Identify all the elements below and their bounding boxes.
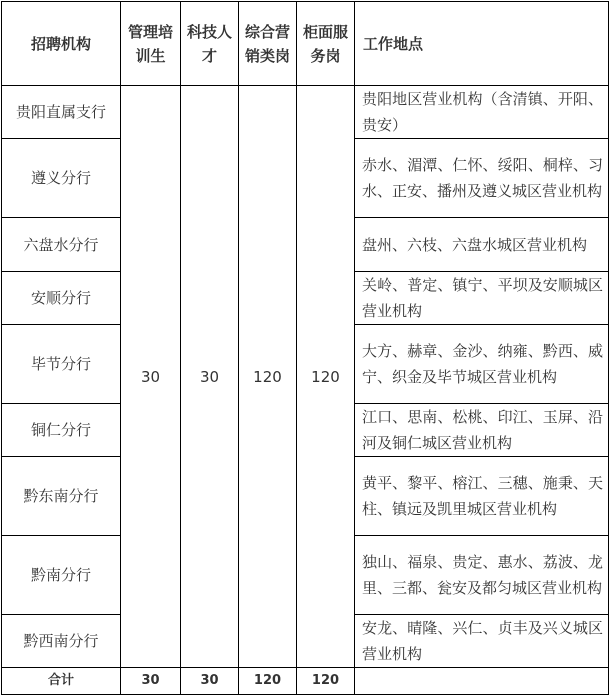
quota-mgmt: 30 xyxy=(121,86,181,668)
quota-counter: 120 xyxy=(297,86,355,668)
org-name: 遵义分行 xyxy=(2,139,121,218)
header-sales: 综合营销类岗 xyxy=(239,2,297,86)
total-location xyxy=(355,668,609,695)
work-location: 独山、福泉、贵定、惠水、荔波、龙里、三都、瓮安及都匀城区营业机构 xyxy=(355,536,609,615)
org-name: 毕节分行 xyxy=(2,325,121,404)
org-name: 黔西南分行 xyxy=(2,615,121,668)
header-row xyxy=(2,2,609,86)
total-sales: 120 xyxy=(239,668,297,695)
work-location: 赤水、湄潭、仁怀、绥阳、桐梓、习水、正安、播州及遵义城区营业机构 xyxy=(355,139,609,218)
work-location: 江口、思南、松桃、印江、玉屏、沿河及铜仁城区营业机构 xyxy=(355,404,609,457)
org-name: 黔南分行 xyxy=(2,536,121,615)
total-mgmt: 30 xyxy=(121,668,181,695)
work-location: 大方、赫章、金沙、纳雍、黔西、威宁、织金及毕节城区营业机构 xyxy=(355,325,609,404)
total-label: 合计 xyxy=(2,668,121,695)
org-name: 黔东南分行 xyxy=(2,457,121,536)
org-name: 贵阳直属支行 xyxy=(2,86,121,139)
work-location: 安龙、晴隆、兴仁、贞丰及兴义城区营业机构 xyxy=(355,615,609,668)
table-row xyxy=(2,86,609,139)
quota-tech: 30 xyxy=(181,86,239,668)
total-tech: 30 xyxy=(181,668,239,695)
work-location: 盘州、六枝、六盘水城区营业机构 xyxy=(355,218,609,272)
total-row xyxy=(2,668,609,695)
quota-sales: 120 xyxy=(239,86,297,668)
recruitment-table xyxy=(1,1,609,695)
work-location: 贵阳地区营业机构（含清镇、开阳、贵安） xyxy=(355,86,609,139)
header-mgmt-trainee: 管理培训生 xyxy=(121,2,181,86)
header-counter-service: 柜面服务岗 xyxy=(297,2,355,86)
org-name: 六盘水分行 xyxy=(2,218,121,272)
org-name: 铜仁分行 xyxy=(2,404,121,457)
work-location: 黄平、黎平、榕江、三穗、施秉、天柱、镇远及凯里城区营业机构 xyxy=(355,457,609,536)
header-location: 工作地点 xyxy=(355,2,609,86)
work-location: 关岭、普定、镇宁、平坝及安顺城区营业机构 xyxy=(355,272,609,325)
header-tech-talent: 科技人才 xyxy=(181,2,239,86)
org-name: 安顺分行 xyxy=(2,272,121,325)
total-counter: 120 xyxy=(297,668,355,695)
header-org: 招聘机构 xyxy=(2,2,121,86)
